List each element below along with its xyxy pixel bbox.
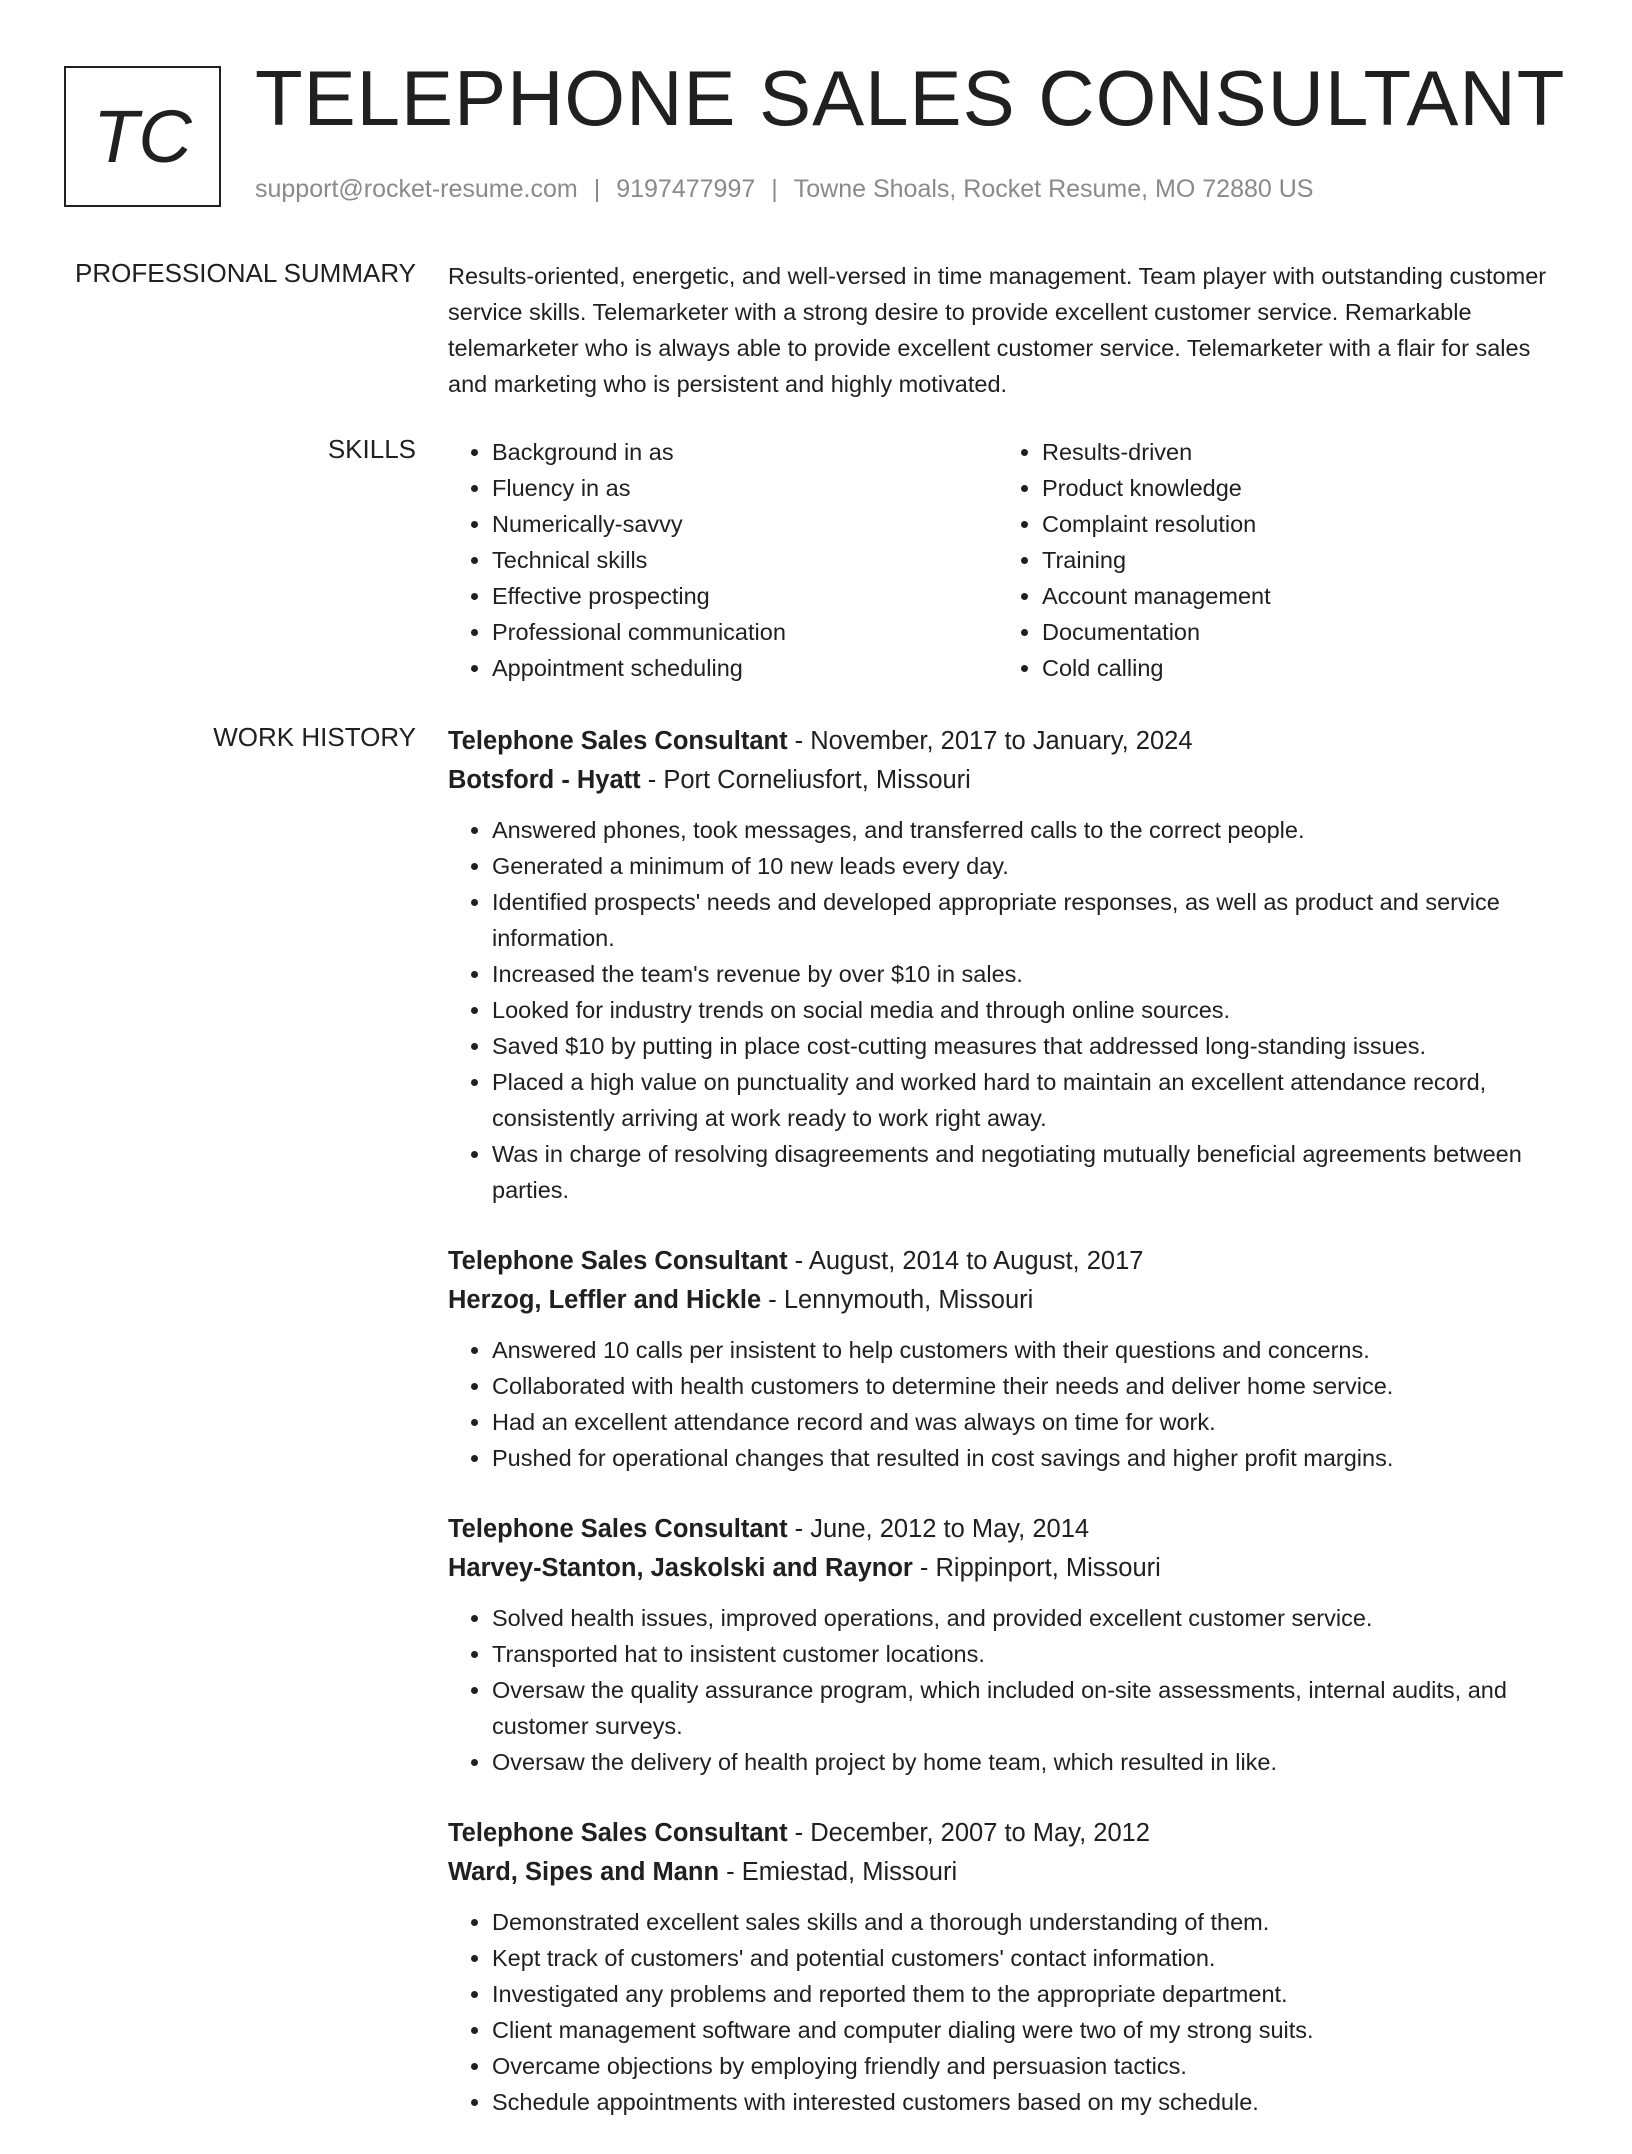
job-duty-item: • Schedule appointments with interested customers based on my schedule. [492, 2084, 1568, 2120]
skill-item: • Cold calling [1042, 650, 1271, 686]
skill-item: • Results-driven [1042, 434, 1271, 470]
job-title: Telephone Sales Consultant [448, 1515, 788, 1543]
job-duties-list [448, 1600, 1568, 1780]
job-duty-item: • Collaborated with health customers to determine their needs and deliver home service. [492, 1368, 1568, 1404]
job-dates: - November, 2017 to January, 2024 [787, 727, 1193, 755]
job-duty-item: • Pushed for operational changes that resulted in cost savings and higher profit margins. [492, 1440, 1568, 1476]
job-company: Botsford - Hyatt [448, 766, 641, 794]
job-duty-item: • Generated a minimum of 10 new leads every day. [492, 848, 1568, 884]
contact-address: Towne Shoals, Rocket Resume, MO 72880 US [793, 175, 1314, 203]
skill-item: • Account management [1042, 578, 1271, 614]
summary-text: Results-oriented, energetic, and well-versed in time management. Team player with outstanding customer service skills. Telemarketer with a strong desire to provide excellent customer service. Remarkable telemarketer who is always able to provide excellent customer service. Telemarketer with a flair for sales and marketing who is persistent and highly motivated. [448, 263, 1547, 397]
job-entry [448, 1814, 1568, 2120]
job-company-line [448, 1549, 1568, 1588]
skill-item: • Training [1042, 542, 1271, 578]
job-company: Herzog, Leffler and Hickle [448, 1286, 762, 1314]
monogram-text: TC [93, 95, 192, 178]
job-duty-item: • Transported hat to insistent customer locations. [492, 1636, 1568, 1672]
contact-separator: | [593, 175, 601, 203]
contact-separator: | [771, 175, 778, 203]
job-entry [448, 722, 1568, 1208]
job-duty-item: • Was in charge of resolving disagreements and negotiating mutually beneficial agreements between parties. [492, 1136, 1568, 1208]
contact-line [255, 175, 1313, 204]
job-company-line [448, 1853, 1568, 1892]
skill-item: • Numerically-savvy [492, 506, 786, 542]
skills-content [448, 434, 1568, 694]
job-duty-item: • Looked for industry trends on social media and through online sources. [492, 992, 1568, 1028]
job-duty-item: • Oversaw the quality assurance program, which included on-site assessments, internal audits, and customer surveys. [492, 1672, 1568, 1744]
job-dates: - December, 2007 to May, 2012 [787, 1819, 1150, 1847]
contact-email: support@rocket-resume.com [255, 175, 578, 203]
skill-item: • Technical skills [492, 542, 786, 578]
skill-item: • Background in as [492, 434, 786, 470]
job-duty-item: • Answered phones, took messages, and transferred calls to the correct people. [492, 812, 1568, 848]
work-label: WORK HISTORY [213, 722, 416, 752]
skill-item: • Product knowledge [1042, 470, 1271, 506]
contact-phone: 9197477997 [616, 175, 756, 203]
job-location: - Lennymouth, Missouri [761, 1286, 1034, 1314]
summary-label: PROFESSIONAL SUMMARY [75, 258, 416, 288]
job-duties-list [448, 1332, 1568, 1476]
job-duty-item: • Kept track of customers' and potential customers' contact information. [492, 1940, 1568, 1976]
job-duty-item: • Increased the team's revenue by over $10 in sales. [492, 956, 1568, 992]
skills-column-right [998, 434, 1271, 686]
job-location: - Port Corneliusfort, Missouri [640, 766, 971, 794]
job-title: Telephone Sales Consultant [448, 1247, 788, 1275]
job-title-line [448, 1242, 1568, 1281]
summary-content [448, 258, 1568, 402]
job-duty-item: • Client management software and computer dialing were two of my strong suits. [492, 2012, 1568, 2048]
job-location: - Rippinport, Missouri [912, 1554, 1161, 1582]
skills-list-right [998, 434, 1271, 686]
job-title-line [448, 1814, 1568, 1853]
job-dates: - June, 2012 to May, 2014 [787, 1515, 1090, 1543]
job-duty-item: • Overcame objections by employing friendly and persuasion tactics. [492, 2048, 1568, 2084]
job-title: Telephone Sales Consultant [448, 727, 788, 755]
job-company: Ward, Sipes and Mann [448, 1858, 720, 1886]
job-duty-item: • Oversaw the delivery of health project by home team, which resulted in like. [492, 1744, 1568, 1780]
job-dates: - August, 2014 to August, 2017 [787, 1247, 1144, 1275]
job-duty-item: • Demonstrated excellent sales skills and a thorough understanding of them. [492, 1904, 1568, 1940]
job-title: Telephone Sales Consultant [448, 1819, 788, 1847]
job-duties-list [448, 812, 1568, 1208]
job-duties-list [448, 1904, 1568, 2120]
job-company-line [448, 1281, 1568, 1320]
skill-item: • Appointment scheduling [492, 650, 786, 686]
job-company-line [448, 761, 1568, 800]
job-title-line [448, 722, 1568, 761]
skill-item: • Effective prospecting [492, 578, 786, 614]
skill-item: • Documentation [1042, 614, 1271, 650]
job-duty-item: • Had an excellent attendance record and was always on time for work. [492, 1404, 1568, 1440]
job-location: - Emiestad, Missouri [719, 1858, 958, 1886]
job-title-line [448, 1510, 1568, 1549]
monogram-box [64, 66, 221, 207]
skills-list-left [448, 434, 786, 686]
skills-label: SKILLS [327, 434, 416, 464]
job-duty-item: • Answered 10 calls per insistent to help customers with their questions and concerns. [492, 1332, 1568, 1368]
job-entry [448, 1510, 1568, 1780]
skill-item: • Professional communication [492, 614, 786, 650]
job-entry [448, 1242, 1568, 1476]
skill-item: • Fluency in as [492, 470, 786, 506]
work-content [448, 722, 1568, 2154]
job-duty-item: • Placed a high value on punctuality and worked hard to maintain an excellent attendance record, consistently arriving at work ready to work right away. [492, 1064, 1568, 1136]
resume-title: TELEPHONE SALES CONSULTANT [255, 54, 1566, 142]
job-duty-item: • Identified prospects' needs and developed appropriate responses, as well as product and service information. [492, 884, 1568, 956]
job-duty-item: • Solved health issues, improved operations, and provided excellent customer service. [492, 1600, 1568, 1636]
job-duty-item: • Investigated any problems and reported them to the appropriate department. [492, 1976, 1568, 2012]
job-duty-item: • Saved $10 by putting in place cost-cutting measures that addressed long-standing issues. [492, 1028, 1568, 1064]
skills-column-left [448, 434, 786, 686]
job-company: Harvey-Stanton, Jaskolski and Raynor [448, 1554, 913, 1582]
skill-item: • Complaint resolution [1042, 506, 1271, 542]
